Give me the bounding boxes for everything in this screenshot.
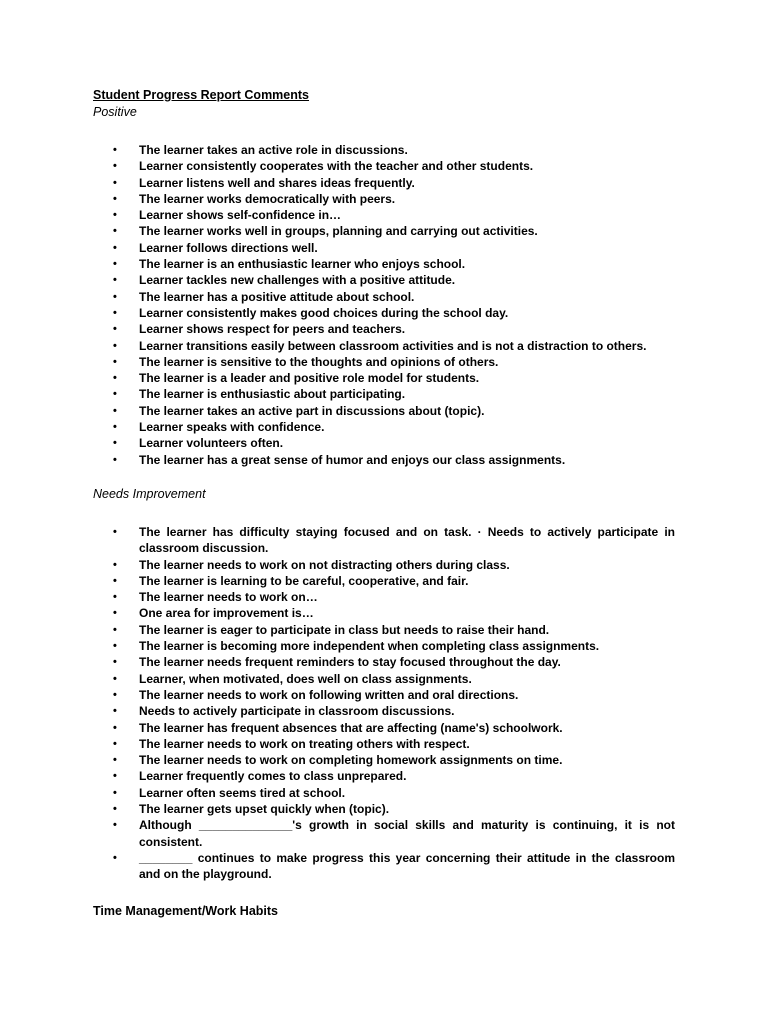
list-item <box>93 573 675 589</box>
list-item <box>93 419 675 435</box>
bullet-icon: • <box>113 721 117 734</box>
bullet-icon: • <box>113 323 117 336</box>
list-item-text: The learner needs frequent reminders to stay focused throughout the day. <box>139 655 561 670</box>
section-heading-time-management: Time Management/Work Habits <box>93 904 278 918</box>
bullet-icon: • <box>113 623 117 636</box>
bullet-icon: • <box>113 591 117 604</box>
bullet-icon: • <box>113 160 117 173</box>
list-item-text: The learner is eager to participate in class but needs to raise their hand. <box>139 622 550 637</box>
bullet-icon: • <box>113 421 117 434</box>
list-item <box>93 654 675 670</box>
list-item-text: The learner is enthusiastic about participating. <box>139 387 406 402</box>
list-item-text: Learner speaks with confidence. <box>139 420 325 435</box>
bullet-icon: • <box>113 737 117 750</box>
list-item-text: The learner has a positive attitude about school. <box>139 289 415 304</box>
list-item-text: Learner listens well and shares ideas frequently. <box>139 175 415 190</box>
bullet-icon: • <box>113 688 117 701</box>
list-item <box>93 687 675 703</box>
bullet-icon: • <box>113 558 117 571</box>
bullet-icon: • <box>113 754 117 767</box>
list-item-text: The learner takes an active role in discussions. <box>139 143 408 157</box>
list-item-text: The learner needs to work on not distracting others during class. <box>139 557 510 572</box>
list-item-text: The learner is an enthusiastic learner who enjoys school. <box>139 257 466 272</box>
list-item <box>93 785 675 801</box>
list-item <box>93 435 675 451</box>
bullet-icon: • <box>113 770 117 783</box>
bullet-icon: • <box>113 372 117 385</box>
list-item <box>93 321 675 337</box>
list-item-text: The learner gets upset quickly when (topic). <box>139 802 390 817</box>
bullet-icon: • <box>113 241 117 254</box>
list-item <box>93 703 675 719</box>
list-item <box>93 817 675 850</box>
bullet-icon: • <box>113 355 117 368</box>
bullet-icon: • <box>113 705 117 718</box>
bullet-icon: • <box>113 388 117 401</box>
list-item <box>93 386 675 402</box>
list-item <box>93 175 675 191</box>
list-item <box>93 256 675 272</box>
list-item <box>93 142 675 158</box>
list-item-text: One area for improvement is… <box>139 606 314 621</box>
needs-improvement-comments-list <box>93 524 675 883</box>
list-item <box>93 403 675 419</box>
list-item <box>93 720 675 736</box>
list-item-text: The learner needs to work on… <box>139 590 318 605</box>
list-item-text: The learner works well in groups, planning and carrying out activities. <box>139 224 538 239</box>
list-item <box>93 207 675 223</box>
bullet-icon: • <box>113 209 117 222</box>
list-item <box>93 622 675 638</box>
list-item <box>93 289 675 305</box>
list-item-text: The learner is a leader and positive role model for students. <box>139 371 480 386</box>
list-item <box>93 801 675 817</box>
list-item-text: The learner needs to work on treating others with respect. <box>139 736 470 751</box>
bullet-icon: • <box>113 656 117 669</box>
list-item-text: Learner frequently comes to class unprepared. <box>139 769 407 784</box>
bullet-icon: • <box>113 192 117 205</box>
list-item <box>93 752 675 768</box>
bullet-icon: • <box>113 290 117 303</box>
bullet-icon: • <box>113 258 117 271</box>
list-item <box>93 671 675 687</box>
list-item-text: Although ______________'s growth in social skills and maturity is continuing, it is not consistent. <box>139 818 675 849</box>
bullet-icon: • <box>113 851 117 864</box>
list-item-text: The learner needs to work on following written and oral directions. <box>139 687 519 702</box>
list-item-text: The learner needs to work on completing homework assignments on time. <box>139 753 563 768</box>
bullet-icon: • <box>113 640 117 653</box>
list-item <box>93 354 675 370</box>
list-item-text: Learner shows respect for peers and teachers. <box>139 322 406 337</box>
bullet-icon: • <box>113 574 117 587</box>
list-item-text: Needs to actively participate in classroom discussions. <box>139 704 455 719</box>
list-item-text: Learner consistently makes good choices during the school day. <box>139 305 509 320</box>
list-item-text: The learner is sensitive to the thoughts and opinions of others. <box>139 354 499 369</box>
list-item <box>93 605 675 621</box>
list-item-text: Learner follows directions well. <box>139 240 318 255</box>
bullet-icon: • <box>113 607 117 620</box>
positive-comments-list <box>93 142 675 468</box>
list-item-text: Learner transitions easily between classroom activities and is not a distraction to others. <box>139 338 647 353</box>
bullet-icon: • <box>113 803 117 816</box>
list-item <box>93 589 675 605</box>
bullet-icon: • <box>113 672 117 685</box>
section-heading-needs-improvement: Needs Improvement <box>93 487 206 501</box>
list-item <box>93 305 675 321</box>
list-item-text: Learner consistently cooperates with the teacher and other students. <box>139 159 534 174</box>
bullet-icon: • <box>113 225 117 238</box>
list-item <box>93 370 675 386</box>
list-item <box>93 338 675 354</box>
list-item <box>93 524 675 557</box>
list-item-text: ________ continues to make progress this year concerning their attitude in the classroom and on the playground. <box>139 850 675 882</box>
section-heading-positive: Positive <box>93 105 137 119</box>
bullet-icon: • <box>113 306 117 319</box>
list-item <box>93 850 675 883</box>
list-item-text: The learner works democratically with peers. <box>139 191 396 206</box>
bullet-icon: • <box>113 274 117 287</box>
list-item-text: The learner has frequent absences that are affecting (name's) schoolwork. <box>139 720 563 735</box>
list-item <box>93 638 675 654</box>
list-item <box>93 191 675 207</box>
list-item <box>93 736 675 752</box>
bullet-icon: • <box>113 526 117 538</box>
bullet-icon: • <box>113 339 117 352</box>
bullet-icon: • <box>113 453 117 466</box>
bullet-icon: • <box>113 404 117 417</box>
list-item <box>93 452 675 468</box>
list-item-text: Learner volunteers often. <box>139 436 284 451</box>
list-item <box>93 768 675 784</box>
bullet-icon: • <box>113 437 117 450</box>
list-item <box>93 223 675 239</box>
list-item-text: The learner has a great sense of humor and enjoys our class assignments. <box>139 452 566 467</box>
list-item <box>93 240 675 256</box>
bullet-icon: • <box>113 819 117 832</box>
list-item-text: The learner is learning to be careful, cooperative, and fair. <box>139 573 469 588</box>
bullet-icon: • <box>113 144 117 156</box>
list-item-text: Learner often seems tired at school. <box>139 785 346 800</box>
bullet-icon: • <box>113 786 117 799</box>
list-item <box>93 158 675 174</box>
document-title: Student Progress Report Comments <box>93 88 310 102</box>
list-item <box>93 557 675 573</box>
list-item-text: The learner takes an active part in discussions about (topic). <box>139 403 485 418</box>
bullet-icon: • <box>113 176 117 189</box>
list-item-text: Learner shows self-confidence in… <box>139 208 342 223</box>
list-item-text: The learner is becoming more independent when completing class assignments. <box>139 639 600 654</box>
list-item <box>93 272 675 288</box>
list-item-text: Learner tackles new challenges with a positive attitude. <box>139 273 456 288</box>
list-item-text: The learner has difficulty staying focused and on task. · Needs to actively participate in classroom discussion. <box>139 525 675 556</box>
list-item-text: Learner, when motivated, does well on class assignments. <box>139 671 472 686</box>
